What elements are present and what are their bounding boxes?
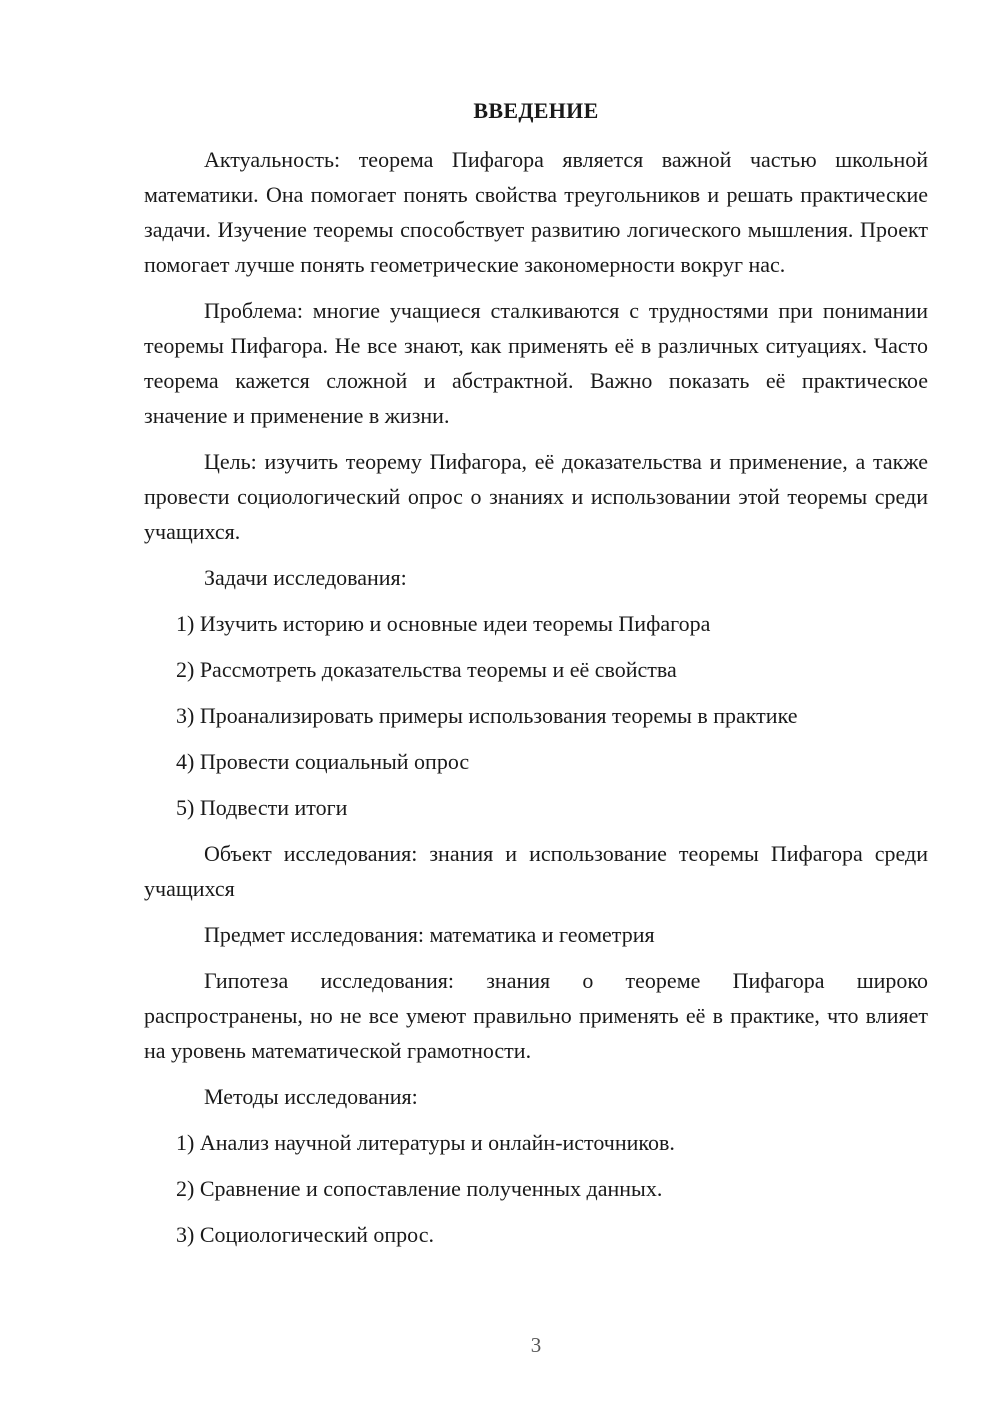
list-item: 3) Проанализировать примеры использования теоремы в практике — [176, 703, 798, 728]
hypothesis-paragraph: Гипотеза исследования: знания о теореме Пифагора широко распространены, но не все умеют правильно применять её в практике, что влияет на уровень математической грамотности. — [144, 968, 928, 1063]
section-title: ВВЕДЕНИЕ — [473, 98, 599, 123]
problem-paragraph: Проблема: многие учащиеся сталкиваются с трудностями при понимании теоремы Пифагора. Не все знают, как применять её в различных ситуациях. Часто теорема кажется сложной и абстрактной. Важно показать её практическое значение и применение в жизни. — [144, 298, 928, 428]
list-item: 2) Рассмотреть доказательства теоремы и её свойства — [176, 657, 677, 682]
list-item: 1) Изучить историю и основные идеи теоремы Пифагора — [176, 611, 711, 636]
goal-paragraph: Цель: изучить теорему Пифагора, её доказательства и применение, а также провести социологический опрос о знаниях и использовании этой теоремы среди учащихся. — [144, 449, 928, 544]
tasks-heading: Задачи исследования: — [204, 565, 407, 590]
object-paragraph: Объект исследования: знания и использование теоремы Пифагора среди учащихся — [144, 841, 928, 901]
page-number: 3 — [530, 1333, 542, 1357]
list-item: 5) Подвести итоги — [176, 795, 348, 820]
document-page — [144, 94, 928, 1263]
methods-list — [144, 1125, 928, 1252]
tasks-list — [144, 606, 928, 825]
methods-heading: Методы исследования: — [204, 1084, 418, 1109]
list-item: 4) Провести социальный опрос — [176, 749, 470, 774]
subject-paragraph: Предмет исследования: математика и геометрия — [204, 922, 655, 947]
list-item: 1) Анализ научной литературы и онлайн-источников. — [176, 1130, 675, 1155]
relevance-paragraph: Актуальность: теорема Пифагора является важной частью школьной математики. Она помогает понять свойства треугольников и решать практические задачи. Изучение теоремы способствует развитию логического мышления. Проект помогает лучше понять геометрические закономерности вокруг нас. — [144, 147, 928, 277]
list-item: 3) Социологический опрос. — [176, 1222, 434, 1247]
list-item: 2) Сравнение и сопоставление полученных данных. — [176, 1176, 663, 1201]
